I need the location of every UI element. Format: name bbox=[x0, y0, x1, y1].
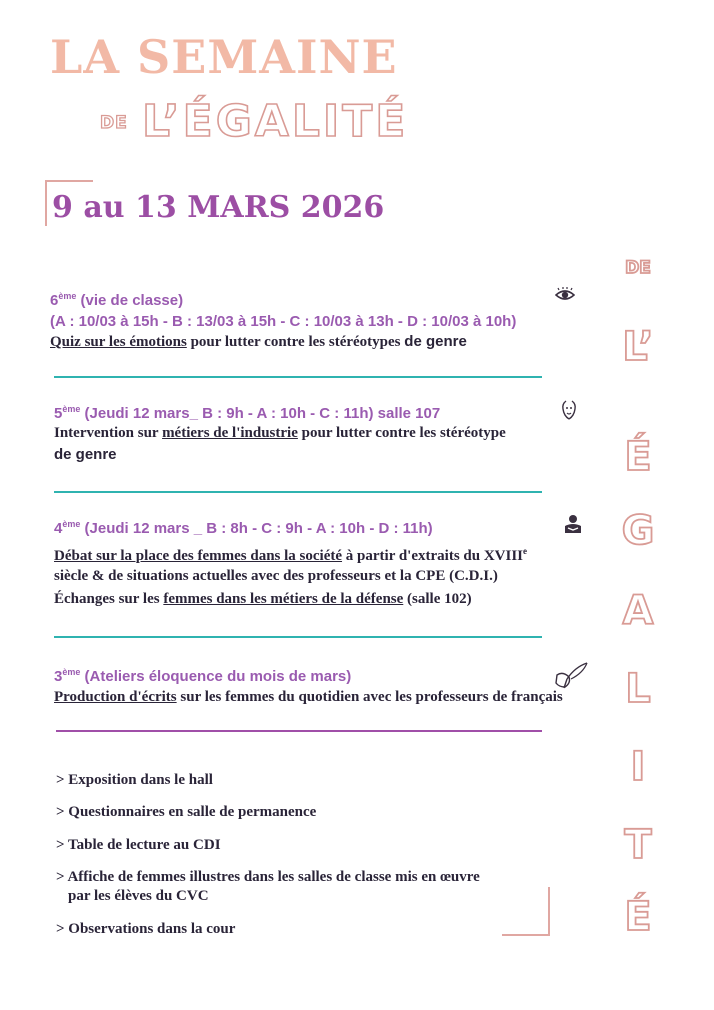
reader-icon bbox=[562, 514, 584, 539]
title-de: DE bbox=[100, 113, 128, 133]
divider-2 bbox=[54, 491, 542, 493]
section-5eme-body-line2 bbox=[54, 442, 117, 468]
side-letter-l: L’ bbox=[622, 324, 654, 370]
section-5eme-genre: de genre bbox=[54, 446, 117, 463]
section-6eme-body bbox=[50, 329, 467, 355]
metiers-industrie-link: métiers de l'industrie bbox=[162, 425, 298, 441]
quiz-emotions-link: Quiz sur les émotions bbox=[50, 334, 187, 350]
production-ecrits-link: Production d'écrits bbox=[54, 689, 177, 705]
title-egalite: L’ÉGALITÉ bbox=[142, 96, 409, 147]
section-4eme-head bbox=[54, 519, 433, 537]
date-bracket-horizontal bbox=[45, 180, 93, 182]
bullet-affiche-line2: par les élèves du CVC bbox=[68, 888, 209, 904]
side-letter-g: G bbox=[621, 508, 655, 554]
section-5eme-head bbox=[54, 404, 440, 422]
side-letter-e2: É bbox=[624, 894, 652, 940]
section-4eme-line2: siècle & de situations actuelles avec des professeurs et la CPE (C.D.I.) bbox=[54, 568, 498, 584]
level-4: 4 bbox=[54, 520, 63, 537]
level-3: 3 bbox=[54, 668, 63, 685]
divider-3 bbox=[54, 636, 542, 638]
bullet-observations: > Observations dans la cour bbox=[56, 921, 236, 937]
femmes-defense-link: femmes dans les métiers de la défense bbox=[163, 591, 404, 607]
bullet-questionnaires: > Questionnaires en salle de permanence bbox=[56, 804, 317, 820]
section-3eme-body bbox=[54, 685, 563, 710]
level-4-sup: ème bbox=[62, 519, 81, 529]
section-4eme-line3 bbox=[54, 587, 472, 612]
section-5eme-body bbox=[54, 421, 506, 446]
corner-bracket-horizontal bbox=[502, 934, 550, 936]
divider-1 bbox=[54, 376, 542, 378]
level-6: 6 bbox=[50, 292, 59, 309]
bullet-table-lecture: > Table de lecture au CDI bbox=[56, 837, 221, 853]
corner-bracket-vertical bbox=[548, 887, 550, 936]
section-3eme-text: sur les femmes du quotidien avec les professeurs de français bbox=[176, 689, 563, 705]
section-4eme-text1-sup: e bbox=[523, 546, 528, 556]
section-6eme-text: pour lutter contre les stéréotypes bbox=[186, 334, 405, 350]
bullet-affiche: > Affiche de femmes illustres dans les salles de classe mis en œuvre bbox=[56, 869, 480, 885]
section-5eme-subtitle: (Jeudi 12 mars_ B : 9h - A : 10h - C : 11h) salle 107 bbox=[80, 405, 441, 422]
section-6eme-text-genre: de genre bbox=[404, 333, 467, 350]
section-4eme-text1: à partir d'extraits du XVIII bbox=[342, 548, 524, 564]
side-letter-a: A bbox=[622, 588, 654, 634]
title-la-semaine: LA SEMAINE bbox=[50, 30, 398, 84]
section-4eme-pre3: Échanges sur les bbox=[54, 591, 164, 607]
section-5eme-pre: Intervention sur bbox=[54, 425, 163, 441]
divider-4 bbox=[56, 730, 542, 732]
section-5eme-post: pour lutter contre les stéréotype bbox=[297, 425, 506, 441]
section-6eme-head bbox=[50, 291, 183, 309]
side-letter-i: I bbox=[630, 744, 646, 790]
section-6eme-schedule: (A : 10/03 à 15h - B : 13/03 à 15h - C : 10/03 à 13h - D : 10/03 à 10h) bbox=[50, 313, 517, 330]
level-5: 5 bbox=[54, 405, 63, 422]
side-letter-l2: L bbox=[625, 666, 651, 712]
level-3-sup: ème bbox=[62, 667, 81, 677]
section-6eme-subtitle: (vie de classe) bbox=[76, 292, 184, 309]
level-6-sup: ème bbox=[58, 291, 77, 301]
side-letter-de: DE bbox=[625, 258, 651, 278]
section-4eme-post3: (salle 102) bbox=[403, 591, 472, 607]
debat-place-femmes-link: Débat sur la place des femmes dans la société bbox=[54, 548, 343, 564]
bullet-exposition: > Exposition dans le hall bbox=[56, 772, 213, 788]
level-5-sup: ème bbox=[62, 404, 81, 414]
section-3eme-head bbox=[54, 667, 351, 685]
side-letter-t: T bbox=[624, 822, 652, 868]
face-icon bbox=[560, 400, 578, 425]
event-dates: 9 au 13 MARS 2026 bbox=[52, 190, 385, 225]
side-letter-e1: É bbox=[624, 434, 652, 480]
eye-icon bbox=[555, 287, 575, 308]
date-bracket-vertical bbox=[45, 180, 47, 226]
section-4eme-subtitle: (Jeudi 12 mars _ B : 8h - C : 9h - A : 10h - D : 11h) bbox=[80, 520, 433, 537]
section-3eme-subtitle: (Ateliers éloquence du mois de mars) bbox=[80, 668, 352, 685]
